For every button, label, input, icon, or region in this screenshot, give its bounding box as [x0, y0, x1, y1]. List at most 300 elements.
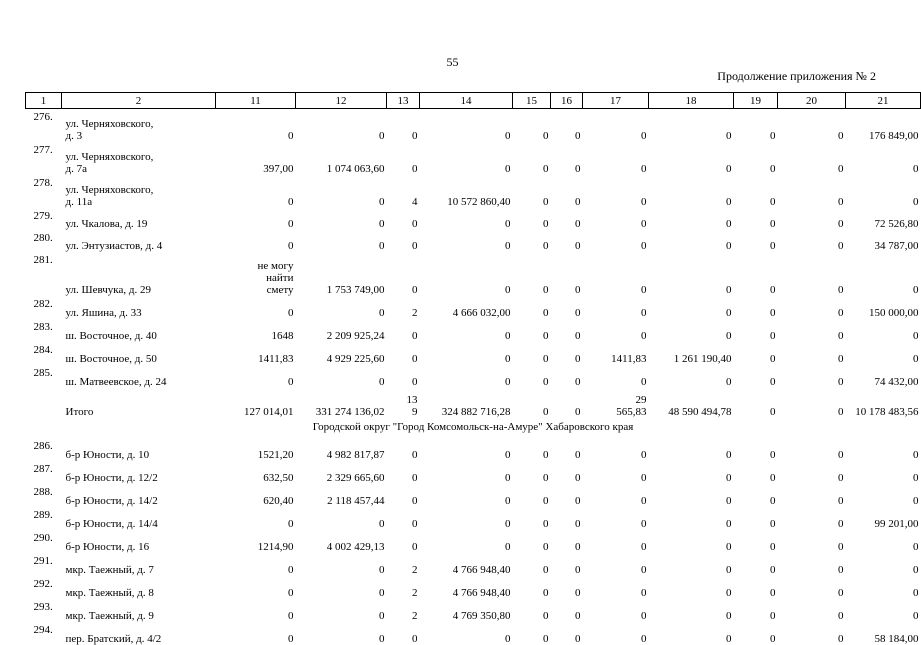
data-table	[25, 92, 921, 645]
value-cell-c19: 0	[770, 541, 776, 553]
value-cell-c16: 0	[575, 633, 581, 645]
value-cell-c14: 0	[505, 163, 511, 175]
value-cell-c16: 0	[575, 130, 581, 142]
value-cell-c16: 0	[575, 196, 581, 208]
value-cell-c17: 0	[641, 240, 647, 252]
value-cell-c19: 0	[770, 376, 776, 388]
value-cell-c20: 0	[838, 472, 844, 484]
value-cell-c21: 0	[913, 353, 919, 365]
value-cell-c18: 0	[726, 633, 732, 645]
value-cell-c13: 0	[412, 495, 418, 507]
value-cell-c11: 0	[288, 307, 294, 319]
value-cell-c12: 1 074 063,60	[326, 163, 385, 175]
value-cell-c18: 0	[726, 449, 732, 461]
value-cell-c12: 0	[379, 633, 385, 645]
value-cell-c16: 0	[575, 610, 581, 622]
value-cell-c13: 0	[412, 284, 418, 296]
value-cell-c17: 0	[641, 376, 647, 388]
row-number: 289.	[33, 509, 53, 521]
total-section	[26, 388, 921, 438]
row-number: 284.	[33, 344, 53, 356]
value-cell-c18: 0	[726, 376, 732, 388]
value-cell-c21: 150 000,00	[869, 307, 919, 319]
row-number: 288.	[33, 486, 53, 498]
col-header: 13	[387, 93, 420, 109]
value-cell-c11: 1411,83	[258, 353, 294, 365]
value-cell-c15: 0	[543, 284, 549, 296]
value-cell-c15: 0	[543, 240, 549, 252]
value-cell-c21: 0	[913, 564, 919, 576]
total-c17: 29 565,83	[616, 394, 647, 418]
value-cell-c12: 0	[379, 307, 385, 319]
value-cell-c19: 0	[770, 495, 776, 507]
table-row	[26, 599, 921, 622]
table-row	[26, 622, 921, 645]
row-number: 282.	[33, 298, 53, 310]
appendix-caption: Продолжение приложения № 2	[717, 69, 876, 83]
total-c18: 48 590 494,78	[668, 406, 732, 418]
value-cell-c12: 0	[379, 240, 385, 252]
value-cell-c16: 0	[575, 353, 581, 365]
table-row	[26, 461, 921, 484]
value-cell-c16: 0	[575, 218, 581, 230]
value-cell-c17: 0	[641, 218, 647, 230]
value-cell-c12: 4 929 225,60	[326, 353, 385, 365]
value-cell-c21: 0	[913, 541, 919, 553]
value-cell-c20: 0	[838, 353, 844, 365]
row-number: 293.	[33, 601, 53, 613]
value-cell-c18: 0	[726, 518, 732, 530]
value-cell-c12: 1 753 749,00	[326, 284, 385, 296]
table-row	[26, 230, 921, 252]
value-cell-c15: 0	[543, 587, 549, 599]
value-cell-c21: 0	[913, 284, 919, 296]
value-cell-c19: 0	[770, 633, 776, 645]
value-cell-c14: 0	[505, 376, 511, 388]
value-cell-c18: 0	[726, 472, 732, 484]
value-cell-c17: 1411,83	[611, 353, 647, 365]
row-number: 294.	[33, 624, 53, 636]
total-c13: 13 9	[406, 394, 418, 418]
value-cell-c21: 0	[913, 472, 919, 484]
value-cell-c18: 0	[726, 284, 732, 296]
value-cell-c13: 0	[412, 353, 418, 365]
value-cell-c18: 0	[726, 307, 732, 319]
table-row	[26, 507, 921, 530]
col-header: 12	[296, 93, 387, 109]
value-cell-c14: 0	[505, 284, 511, 296]
row-number: 281.	[33, 254, 53, 266]
value-cell-c19: 0	[770, 449, 776, 461]
region-heading: Городской округ "Город Комсомольск-на-Амуре" Хабаровского края	[312, 421, 634, 433]
value-cell-c20: 0	[838, 163, 844, 175]
value-cell-c20: 0	[838, 218, 844, 230]
value-cell-c20: 0	[838, 541, 844, 553]
address-cell: б-р Юности, д. 14/4	[65, 518, 158, 530]
row-number: 276.	[33, 111, 53, 123]
total-c12: 331 274 136,02	[315, 406, 385, 418]
value-cell-c14: 0	[505, 472, 511, 484]
value-cell-c13: 0	[412, 472, 418, 484]
table-row	[26, 576, 921, 599]
value-cell-c16: 0	[575, 541, 581, 553]
value-cell-c11: 0	[288, 564, 294, 576]
value-cell-c14: 4 666 032,00	[452, 307, 511, 319]
total-c16: 0	[575, 406, 581, 418]
value-cell-c15: 0	[543, 633, 549, 645]
value-cell-c14: 4 769 350,80	[452, 610, 511, 622]
region-row	[26, 418, 921, 438]
value-cell-c18: 0	[726, 564, 732, 576]
col-header: 11	[216, 93, 296, 109]
value-cell-c12: 4 982 817,87	[326, 449, 385, 461]
value-cell-c18: 0	[726, 610, 732, 622]
value-cell-c11: 632,50	[263, 472, 294, 484]
value-cell-c20: 0	[838, 610, 844, 622]
value-cell-c17: 0	[641, 518, 647, 530]
address-cell: ш. Матвеевское, д. 24	[65, 376, 167, 388]
value-cell-c11: 0	[288, 376, 294, 388]
total-c14: 324 882 716,28	[441, 406, 511, 418]
value-cell-c14: 0	[505, 495, 511, 507]
value-cell-c15: 0	[543, 307, 549, 319]
value-cell-c21: 72 526,80	[874, 218, 919, 230]
value-cell-c14: 0	[505, 218, 511, 230]
value-cell-c12: 4 002 429,13	[326, 541, 385, 553]
address-cell: б-р Юности, д. 14/2	[65, 495, 158, 507]
page-number: 55	[446, 55, 459, 69]
value-cell-c17: 0	[641, 610, 647, 622]
value-cell-c12: 0	[379, 376, 385, 388]
address-cell: мкр. Таежный, д. 9	[65, 610, 154, 622]
value-cell-c11: 0	[288, 633, 294, 645]
address-cell: мкр. Таежный, д. 8	[65, 587, 154, 599]
table-row	[26, 109, 921, 143]
value-cell-c21: 74 432,00	[874, 376, 919, 388]
value-cell-c17: 0	[641, 307, 647, 319]
table-row	[26, 319, 921, 342]
value-cell-c19: 0	[770, 472, 776, 484]
value-cell-c18: 1 261 190,40	[673, 353, 732, 365]
value-cell-c20: 0	[838, 307, 844, 319]
value-cell-c17: 0	[641, 449, 647, 461]
row-number: 280.	[33, 232, 53, 244]
value-cell-c15: 0	[543, 130, 549, 142]
value-cell-c15: 0	[543, 518, 549, 530]
row-number: 286.	[33, 440, 53, 452]
total-num	[26, 388, 62, 418]
row-number: 292.	[33, 578, 53, 590]
row-number: 285.	[33, 367, 53, 379]
value-cell-c19: 0	[770, 353, 776, 365]
row-number: 277.	[33, 144, 53, 156]
value-cell-c18: 0	[726, 163, 732, 175]
table-row	[26, 142, 921, 175]
value-cell-c20: 0	[838, 518, 844, 530]
value-cell-c13: 2	[412, 587, 418, 599]
value-cell-c13: 2	[412, 564, 418, 576]
value-cell-c14: 10 572 860,40	[447, 196, 511, 208]
address-cell: пер. Братский, д. 4/2	[65, 633, 162, 645]
value-cell-c15: 0	[543, 610, 549, 622]
row-number: 290.	[33, 532, 53, 544]
value-cell-c16: 0	[575, 307, 581, 319]
value-cell-c18: 0	[726, 240, 732, 252]
value-cell-c15: 0	[543, 353, 549, 365]
table-body-section-1	[26, 109, 921, 389]
table-row	[26, 484, 921, 507]
value-cell-c21: 0	[913, 163, 919, 175]
value-cell-c19: 0	[770, 218, 776, 230]
table-row	[26, 530, 921, 553]
value-cell-c16: 0	[575, 240, 581, 252]
value-cell-c12: 0	[379, 130, 385, 142]
value-cell-c20: 0	[838, 240, 844, 252]
col-header: 15	[513, 93, 551, 109]
value-cell-c13: 0	[412, 330, 418, 342]
value-cell-c11: 0	[288, 518, 294, 530]
table-row	[26, 208, 921, 230]
value-cell-c12: 2 118 457,44	[327, 495, 385, 507]
value-cell-c11: 620,40	[263, 495, 294, 507]
value-cell-c13: 0	[412, 541, 418, 553]
value-cell-c17: 0	[641, 541, 647, 553]
value-cell-c15: 0	[543, 330, 549, 342]
value-cell-c16: 0	[575, 495, 581, 507]
value-cell-c16: 0	[575, 376, 581, 388]
value-cell-c20: 0	[838, 449, 844, 461]
value-cell-c11: 1648	[271, 330, 294, 342]
value-cell-c11: 0	[288, 240, 294, 252]
address-cell: б-р Юности, д. 12/2	[65, 472, 158, 484]
value-cell-c17: 0	[641, 284, 647, 296]
value-cell-c13: 2	[412, 307, 418, 319]
value-cell-c11: 1214,90	[257, 541, 294, 553]
value-cell-c14: 4 766 948,40	[452, 564, 511, 576]
value-cell-c19: 0	[770, 284, 776, 296]
value-cell-c21: 0	[913, 495, 919, 507]
address-cell: ул. Черняховского, д. 11а	[65, 184, 154, 208]
address-cell: ш. Восточное, д. 40	[65, 330, 157, 342]
value-cell-c21: 0	[913, 587, 919, 599]
value-cell-c18: 0	[726, 218, 732, 230]
row-number: 279.	[33, 210, 53, 222]
total-c20: 0	[838, 406, 844, 418]
value-cell-c21: 0	[913, 610, 919, 622]
address-cell: мкр. Таежный, д. 7	[65, 564, 154, 576]
col-header: 20	[778, 93, 846, 109]
total-c21: 10 178 483,56	[855, 406, 919, 418]
value-cell-c17: 0	[641, 587, 647, 599]
table-row	[26, 553, 921, 576]
value-cell-c13: 0	[412, 240, 418, 252]
table-row	[26, 342, 921, 365]
value-cell-c17: 0	[641, 495, 647, 507]
value-cell-c16: 0	[575, 284, 581, 296]
value-cell-c15: 0	[543, 376, 549, 388]
value-cell-c11: 0	[288, 587, 294, 599]
value-cell-c20: 0	[838, 587, 844, 599]
value-cell-c19: 0	[770, 587, 776, 599]
col-header: 18	[649, 93, 734, 109]
col-header: 2	[62, 93, 216, 109]
address-cell: ул. Черняховского, д. 3	[65, 118, 154, 142]
table-row	[26, 296, 921, 319]
address-cell: ул. Чкалова, д. 19	[65, 218, 148, 230]
row-number: 291.	[33, 555, 53, 567]
value-cell-c21: 58 184,00	[874, 633, 919, 645]
value-cell-c13: 0	[412, 633, 418, 645]
value-cell-c14: 0	[505, 130, 511, 142]
value-cell-c21: 99 201,00	[874, 518, 919, 530]
address-cell: ул. Шевчука, д. 29	[65, 284, 151, 296]
value-cell-c20: 0	[838, 564, 844, 576]
total-label: Итого	[65, 406, 94, 418]
value-cell-c17: 0	[641, 196, 647, 208]
value-cell-c13: 0	[412, 218, 418, 230]
value-cell-c15: 0	[543, 472, 549, 484]
value-cell-c16: 0	[575, 587, 581, 599]
address-cell: ул. Яшина, д. 33	[65, 307, 142, 319]
value-cell-c14: 0	[505, 518, 511, 530]
value-cell-c18: 0	[726, 130, 732, 142]
address-cell: ул. Энтузиастов, д. 4	[65, 240, 163, 252]
value-cell-c16: 0	[575, 330, 581, 342]
row-number: 283.	[33, 321, 53, 333]
value-cell-c11: 0	[288, 130, 294, 142]
value-cell-c19: 0	[770, 564, 776, 576]
value-cell-c12: 0	[379, 518, 385, 530]
col-header: 17	[583, 93, 649, 109]
value-cell-c14: 0	[505, 449, 511, 461]
value-cell-c17: 0	[641, 564, 647, 576]
value-cell-c21: 0	[913, 449, 919, 461]
value-cell-c14: 0	[505, 330, 511, 342]
value-cell-c13: 4	[412, 196, 418, 208]
value-cell-c11: 0	[288, 196, 294, 208]
value-cell-c12: 0	[379, 610, 385, 622]
address-cell: б-р Юности, д. 10	[65, 449, 150, 461]
value-cell-c14: 0	[505, 240, 511, 252]
value-cell-c18: 0	[726, 587, 732, 599]
value-cell-c20: 0	[838, 330, 844, 342]
value-cell-c16: 0	[575, 564, 581, 576]
value-cell-c12: 2 329 665,60	[326, 472, 385, 484]
table-row	[26, 438, 921, 461]
value-cell-c20: 0	[838, 376, 844, 388]
value-cell-c19: 0	[770, 196, 776, 208]
value-cell-c18: 0	[726, 330, 732, 342]
value-cell-c18: 0	[726, 196, 732, 208]
value-cell-c20: 0	[838, 495, 844, 507]
address-cell: ш. Восточное, д. 50	[65, 353, 157, 365]
value-cell-c18: 0	[726, 541, 732, 553]
value-cell-c15: 0	[543, 449, 549, 461]
table-row	[26, 365, 921, 388]
value-cell-c14: 0	[505, 541, 511, 553]
value-cell-c15: 0	[543, 218, 549, 230]
header-row	[26, 93, 921, 109]
value-cell-c17: 0	[641, 472, 647, 484]
value-cell-c11: 1521,20	[257, 449, 294, 461]
value-cell-c13: 0	[412, 163, 418, 175]
value-cell-c16: 0	[575, 472, 581, 484]
value-cell-c20: 0	[838, 633, 844, 645]
col-header: 16	[551, 93, 583, 109]
col-header: 19	[734, 93, 778, 109]
row-number: 278.	[33, 177, 53, 189]
value-cell-c12: 0	[379, 587, 385, 599]
value-cell-c20: 0	[838, 130, 844, 142]
value-cell-c12: 0	[379, 196, 385, 208]
value-cell-c21: 176 849,00	[869, 130, 919, 142]
value-cell-c20: 0	[838, 284, 844, 296]
value-cell-c20: 0	[838, 196, 844, 208]
value-cell-c11: 0	[288, 610, 294, 622]
value-cell-c15: 0	[543, 564, 549, 576]
value-cell-c11: 0	[288, 218, 294, 230]
total-row	[26, 388, 921, 418]
table-body-section-2	[26, 438, 921, 645]
value-cell-c14: 4 766 948,40	[452, 587, 511, 599]
value-cell-c16: 0	[575, 518, 581, 530]
value-cell-c11: не могу найти смету	[257, 260, 294, 296]
value-cell-c12: 2 209 925,24	[326, 330, 385, 342]
total-c11: 127 014,01	[244, 406, 294, 418]
col-header: 1	[26, 93, 62, 109]
value-cell-c15: 0	[543, 163, 549, 175]
value-cell-c17: 0	[641, 163, 647, 175]
col-header: 21	[846, 93, 921, 109]
value-cell-c18: 0	[726, 495, 732, 507]
value-cell-c19: 0	[770, 610, 776, 622]
value-cell-c21: 0	[913, 196, 919, 208]
value-cell-c19: 0	[770, 518, 776, 530]
value-cell-c19: 0	[770, 163, 776, 175]
value-cell-c16: 0	[575, 163, 581, 175]
table-row	[26, 252, 921, 296]
col-header: 14	[420, 93, 513, 109]
value-cell-c19: 0	[770, 240, 776, 252]
value-cell-c17: 0	[641, 330, 647, 342]
total-c19: 0	[770, 406, 776, 418]
value-cell-c21: 0	[913, 330, 919, 342]
value-cell-c13: 2	[412, 610, 418, 622]
value-cell-c16: 0	[575, 449, 581, 461]
value-cell-c15: 0	[543, 196, 549, 208]
value-cell-c14: 0	[505, 633, 511, 645]
value-cell-c15: 0	[543, 495, 549, 507]
row-number: 287.	[33, 463, 53, 475]
address-cell: б-р Юности, д. 16	[65, 541, 150, 553]
address-cell: ул. Черняховского, д. 7а	[65, 151, 154, 175]
value-cell-c15: 0	[543, 541, 549, 553]
value-cell-c14: 0	[505, 353, 511, 365]
value-cell-c19: 0	[770, 330, 776, 342]
value-cell-c19: 0	[770, 307, 776, 319]
table-row	[26, 175, 921, 208]
value-cell-c21: 34 787,00	[874, 240, 919, 252]
value-cell-c13: 0	[412, 449, 418, 461]
value-cell-c17: 0	[641, 130, 647, 142]
value-cell-c19: 0	[770, 130, 776, 142]
value-cell-c12: 0	[379, 218, 385, 230]
value-cell-c11: 397,00	[263, 163, 294, 175]
value-cell-c13: 0	[412, 130, 418, 142]
value-cell-c17: 0	[641, 633, 647, 645]
total-c15: 0	[543, 406, 549, 418]
value-cell-c13: 0	[412, 518, 418, 530]
